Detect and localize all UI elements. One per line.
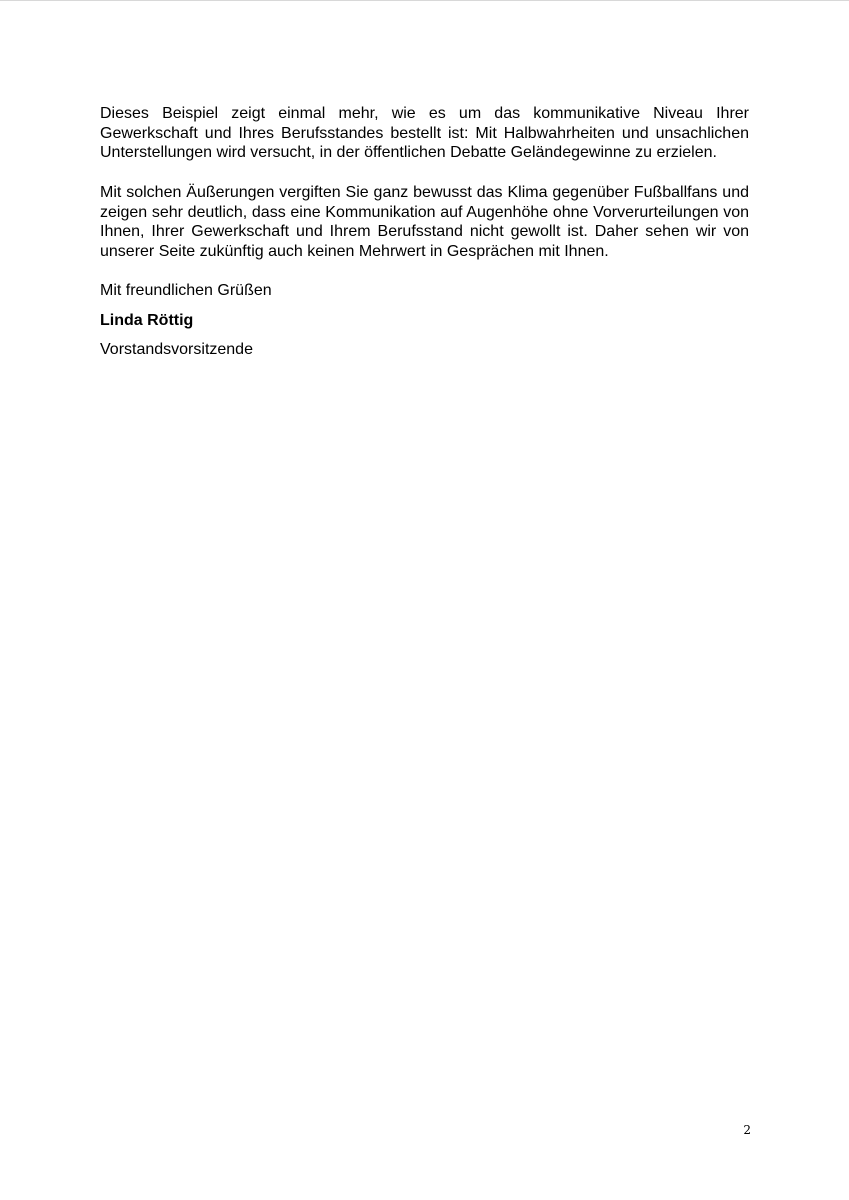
letter-body <box>100 104 749 360</box>
body-paragraph-2: Mit solchen Äußerungen vergiften Sie ganz bewusst das Klima gegenüber Fußballfans und zeigen sehr deutlich, dass eine Kommunikation auf Augenhöhe ohne Vorverurteilungen von Ihnen, Ihrer Gewerkschaft und Ihrem Berufsstand nicht gewollt ist. Daher sehen wir von unserer Seite zukünftig auch keinen Mehrwert in Gesprächen mit Ihnen. <box>100 183 749 260</box>
closing-salutation: Mit freundlichen Grüßen <box>100 282 272 300</box>
signer-name: Linda Röttig <box>100 311 194 329</box>
page-number: 2 <box>743 1123 751 1137</box>
signer-title: Vorstandsvorsitzende <box>100 341 253 359</box>
body-paragraph-1: Dieses Beispiel zeigt einmal mehr, wie es um das kommunikative Niveau Ihrer Gewerkschaft und Ihres Berufsstandes bestellt ist: Mit Halbwahrheiten und unsachlichen Unterstellungen wird versucht, in der öffentlichen Debatte Geländegewinne zu erzielen. <box>100 105 749 162</box>
